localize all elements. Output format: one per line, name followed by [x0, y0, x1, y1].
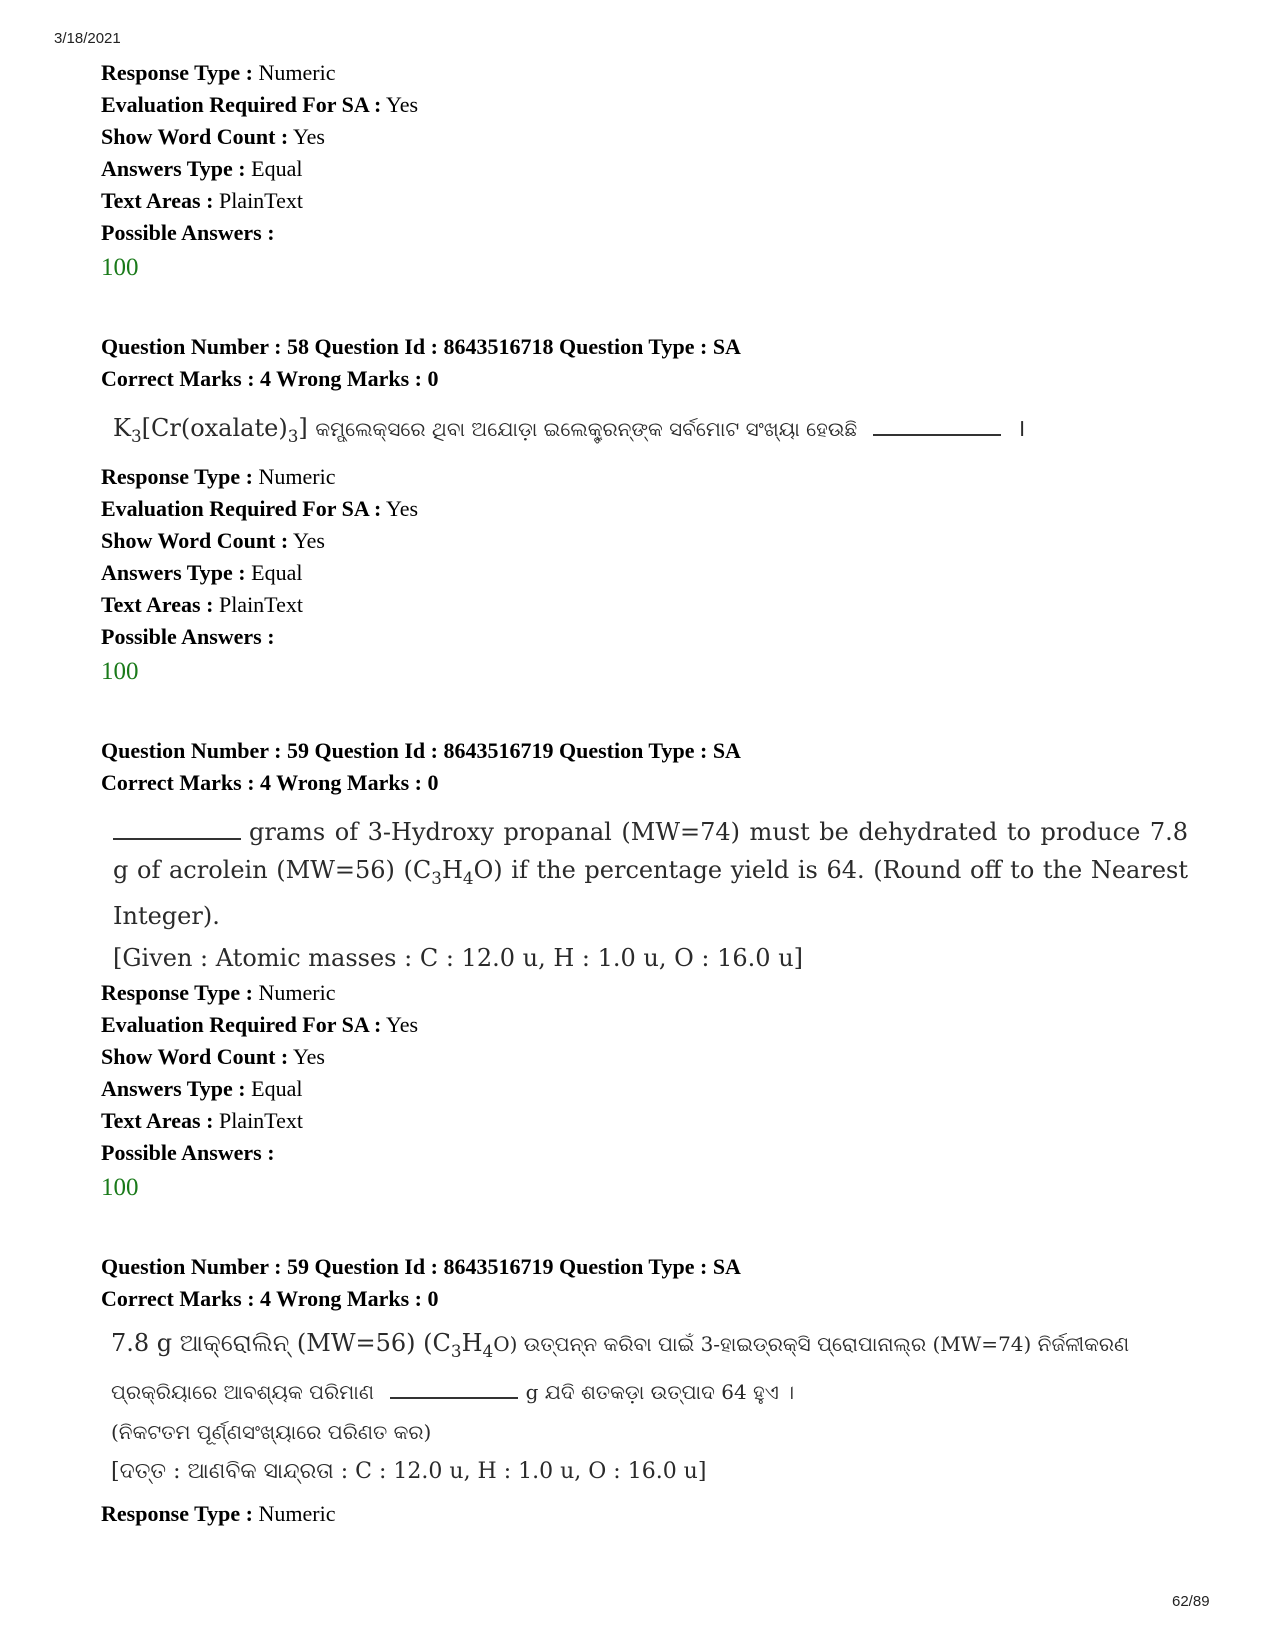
marks-row: Correct Marks : 4 Wrong Marks : 0 [101, 770, 439, 795]
page-number: 62/89 [1172, 1593, 1210, 1610]
answer-blank [873, 414, 1001, 436]
question-header: Question Number : 58 Question Id : 8643516718 Question Type : SA [101, 334, 741, 359]
question-text: grams of 3-Hydroxy propanal (MW=74) must be dehydrated to produce 7.8 g of acrolein (MW=56) $(C_3H_4O)$ if the percentage yield is 64. (Round off to the Nearest Integer). [Given : Atomic masses : C : 12.0 u, H : 1.0 u, O : 16.0 u] [101, 799, 1188, 977]
given-data: [Given : Atomic masses : C : 12.0 u, H : 1.0 u, O : 16.0 u] [113, 943, 804, 972]
evaluation-required-row: Evaluation Required For SA : Yes [101, 496, 419, 521]
answers-type-row: Answers Type : Equal [101, 560, 303, 585]
show-word-count-row: Show Word Count : Yes [101, 124, 325, 149]
given-data: [ଦତ୍ତ : ଆଣବିକ ସାନ୍ଦ୍ରତା : C : 12.0 u, H : 1.0 u, O : 16.0 u] [111, 1458, 707, 1484]
marks-row: Correct Marks : 4 Wrong Marks : 0 [101, 1285, 439, 1311]
question-text: 7.8 g ଆକ୍ରୋଲିନ୍ (MW=56) $(C_3H_4O)$ ଉତ୍ପନ୍ନ କରିବା ପାଇଁ 3-ହାଇଡ୍ରକ୍ସି ପ୍ରୋପାନାଲ୍‌ର (MW=74) ନିର୍ଜଳୀକରଣ ପ୍ରକ୍ରିୟାରେ ଆବଶ୍ୟକ ପରିମାଣ g ଯଦି ଶତକଡ଼ା ଉତ୍ପାଦ 64 ହୁଏ । (ନିକଟତମ ପୂର୍ଣ୍ଣସଂଖ୍ୟାରେ ପରିଣତ କର) [ଦତ୍ତ : ଆଣବିକ ସାନ୍ଦ୍ରତା : C : 12.0 u, H : 1.0 u, O : 16.0 u] [101, 1315, 1201, 1498]
document-body [101, 57, 1201, 1530]
possible-answer-value: 100 [101, 658, 139, 685]
show-word-count-row: Show Word Count : Yes [101, 528, 325, 553]
response-type-row: Response Type : Numeric [101, 1500, 336, 1526]
answer-blank [390, 1377, 518, 1399]
text-areas-row: Text Areas : PlainText [101, 592, 303, 617]
possible-answer-value: 100 [101, 254, 139, 281]
answers-type-row: Answers Type : Equal [101, 156, 303, 181]
question-block-prev [101, 57, 1201, 287]
question-text: $K_3[Cr(oxalate)_3]$ କମ୍ପ୍ଲେକ୍ସରେ ଥିବା ଅଯୋଡ଼ା ଇଲେକ୍ଟ୍ରନ୍‌ଙ୍କ ସର୍ବମୋଟ ସଂଖ୍ୟା ହେଉଛି । [113, 414, 1026, 446]
possible-answers-label: Possible Answers : [101, 624, 275, 649]
question-header: Question Number : 59 Question Id : 8643516719 Question Type : SA [101, 1253, 741, 1279]
show-word-count-row: Show Word Count : Yes [101, 1043, 325, 1069]
question-header: Question Number : 59 Question Id : 8643516719 Question Type : SA [101, 738, 741, 763]
header-date: 3/18/2021 [54, 30, 121, 47]
possible-answers-label: Possible Answers : [101, 1139, 275, 1165]
answers-type-row: Answers Type : Equal [101, 1075, 303, 1101]
answer-blank [113, 818, 241, 840]
evaluation-required-row: Evaluation Required For SA : Yes [101, 1011, 419, 1037]
text-areas-row: Text Areas : PlainText [101, 1107, 303, 1133]
response-type-row: Response Type : Numeric [101, 464, 336, 489]
question-block-58 [101, 331, 1201, 691]
text-areas-row: Text Areas : PlainText [101, 188, 303, 213]
marks-row: Correct Marks : 4 Wrong Marks : 0 [101, 366, 439, 391]
response-type-row: Response Type : Numeric [101, 60, 336, 85]
possible-answer-value: 100 [101, 1173, 139, 1201]
evaluation-required-row: Evaluation Required For SA : Yes [101, 92, 419, 117]
question-block-59-odia [101, 1251, 1201, 1530]
response-type-row: Response Type : Numeric [101, 979, 336, 1005]
rounding-instruction: (ନିକଟତମ ପୂର୍ଣ୍ଣସଂଖ୍ୟାରେ ପରିଣତ କର) [111, 1419, 432, 1444]
possible-answers-label: Possible Answers : [101, 220, 275, 245]
question-block-59 [101, 735, 1201, 1207]
